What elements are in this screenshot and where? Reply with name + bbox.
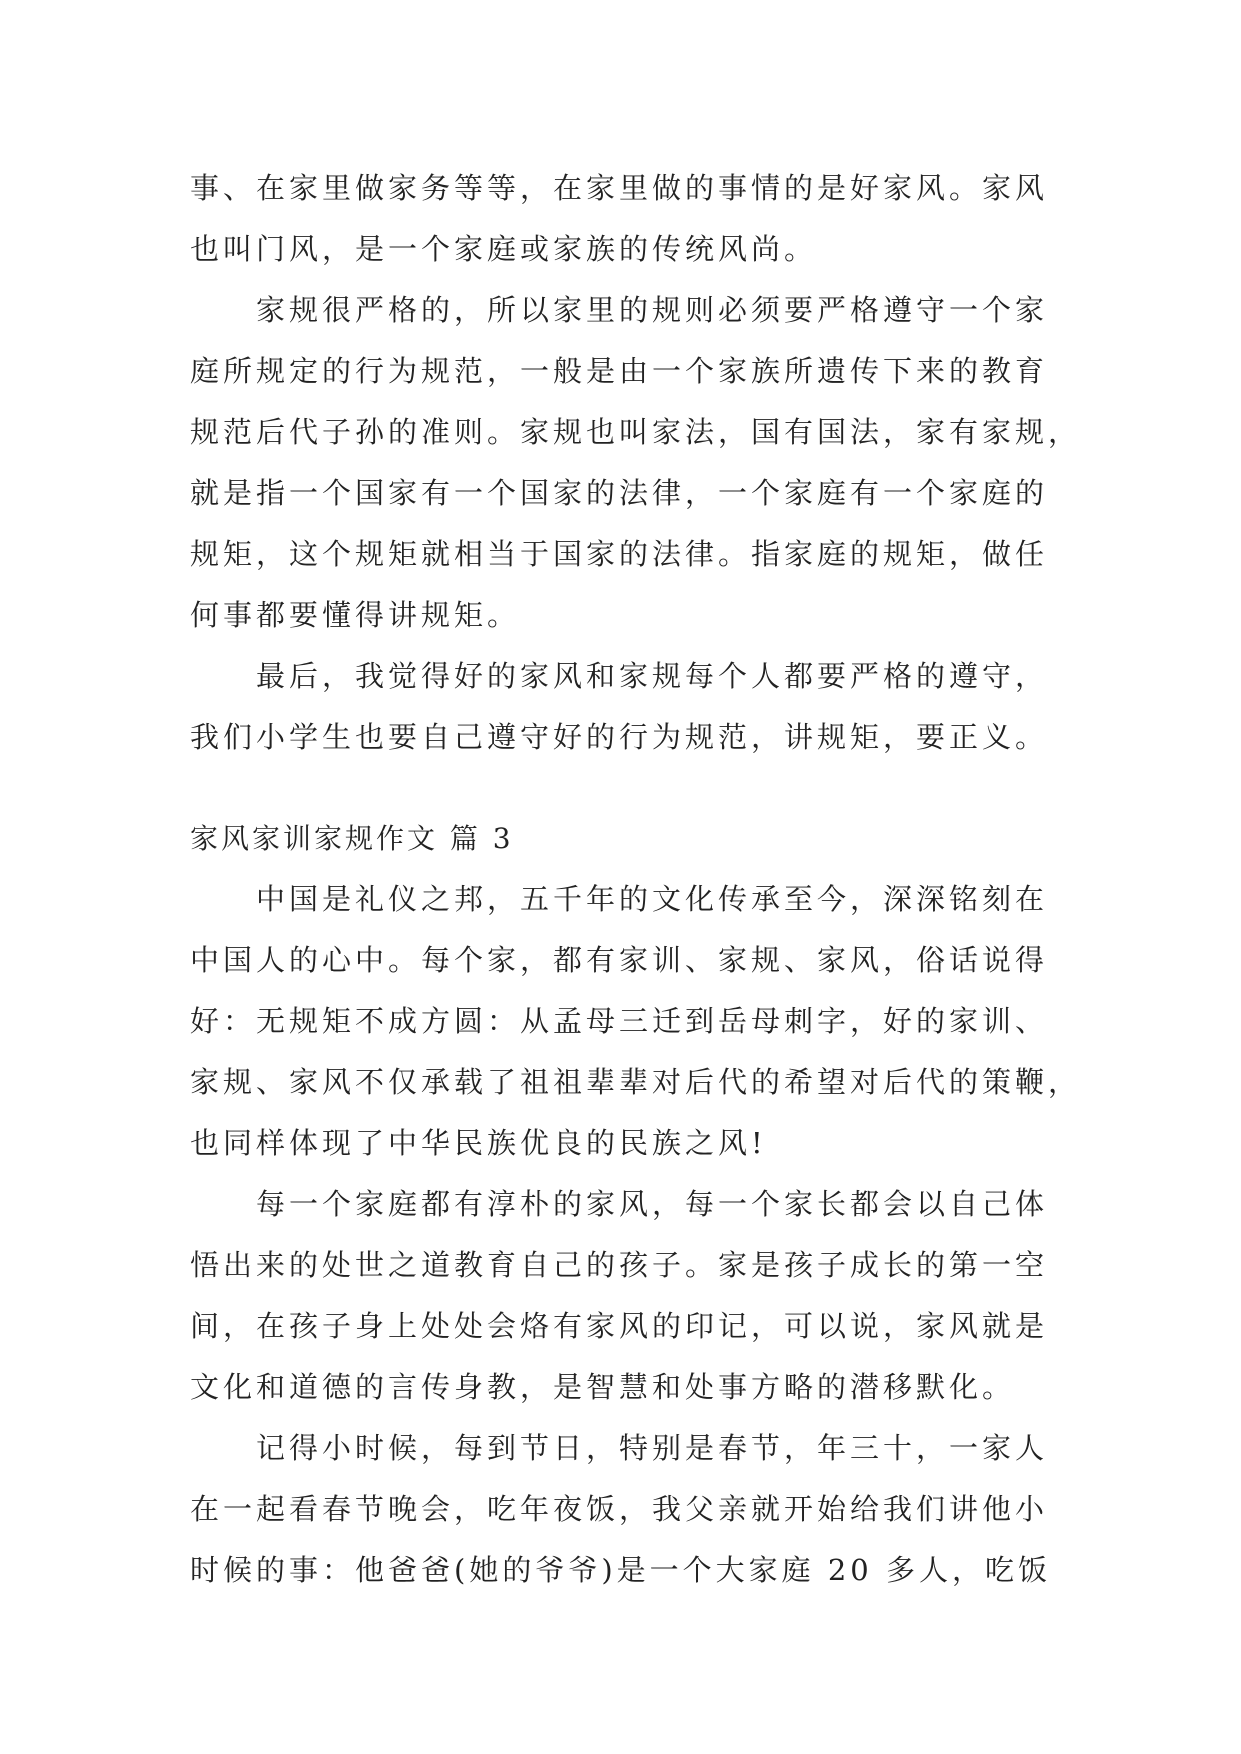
paragraph-6 <box>190 1418 1050 1601</box>
text-line: 间，在孩子身上处处会烙有家风的印记，可以说，家风就是 <box>190 1309 1049 1343</box>
paragraph-4 <box>190 869 1082 1174</box>
text-line: 时候的事：他爸爸(她的爷爷)是一个大家庭 20 多人，吃饭 <box>190 1553 1051 1587</box>
text-line: 记得小时候，每到节日，特别是春节，年三十，一家人 <box>256 1431 1049 1465</box>
text-line: 家规、家风不仅承载了祖祖辈辈对后代的希望对后代的策鞭， <box>190 1065 1082 1099</box>
text-line: 中国是礼仪之邦，五千年的文化传承至今，深深铭刻在 <box>256 882 1049 916</box>
text-line: 我们小学生也要自己遵守好的行为规范，讲规矩，要正义。 <box>190 720 1049 754</box>
text-line: 规范后代子孙的准则。家规也叫家法，国有国法，家有家规， <box>190 415 1082 449</box>
text-line: 好：无规矩不成方圆：从孟母三迁到岳母刺字，好的家训、 <box>190 1004 1049 1038</box>
text-line: 悟出来的处世之道教育自己的孩子。家是孩子成长的第一空 <box>190 1248 1049 1282</box>
text-line: 文化和道德的言传身教，是智慧和处事方略的潜移默化。 <box>190 1370 1016 1404</box>
paragraph-3 <box>190 646 1050 768</box>
text-line: 每一个家庭都有淳朴的家风，每一个家长都会以自己体 <box>256 1187 1049 1221</box>
text-line: 也同样体现了中华民族优良的民族之风! <box>190 1126 767 1160</box>
paragraph-1 <box>190 158 1050 280</box>
text-line: 中国人的心中。每个家，都有家训、家规、家风，俗话说得 <box>190 943 1049 977</box>
text-line: 何事都要懂得讲规矩。 <box>190 598 521 632</box>
text-line: 事、在家里做家务等等，在家里做的事情的是好家风。家风 <box>190 171 1049 205</box>
document-body <box>190 158 1082 1601</box>
text-line: 最后，我觉得好的家风和家规每个人都要严格的遵守， <box>256 659 1049 693</box>
text-line: 庭所规定的行为规范，一般是由一个家族所遗传下来的教育 <box>190 354 1049 388</box>
paragraph-5 <box>190 1174 1050 1418</box>
paragraph-2 <box>190 280 1082 646</box>
text-line: 也叫门风，是一个家庭或家族的传统风尚。 <box>190 232 818 266</box>
section-heading: 家风家训家规作文 篇 3 <box>190 822 514 855</box>
text-line: 家规很严格的，所以家里的规则必须要严格遵守一个家 <box>256 293 1049 327</box>
text-line: 规矩，这个规矩就相当于国家的法律。指家庭的规矩，做任 <box>190 537 1049 571</box>
text-line: 就是指一个国家有一个国家的法律，一个家庭有一个家庭的 <box>190 476 1049 510</box>
text-line: 在一起看春节晚会，吃年夜饭，我父亲就开始给我们讲他小 <box>190 1492 1049 1526</box>
